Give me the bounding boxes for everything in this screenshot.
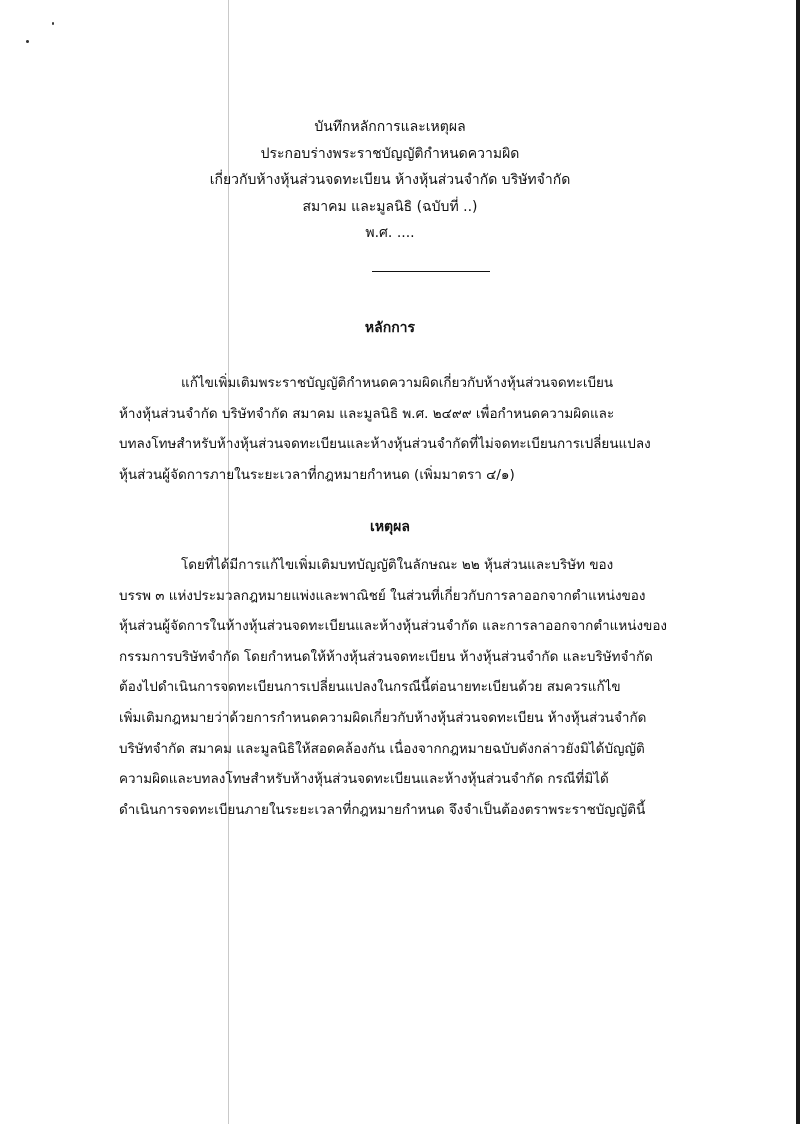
- document-title: [120, 114, 660, 247]
- title-line: เกี่ยวกับห้างหุ้นส่วนจดทะเบียน ห้างหุ้นส่วนจำกัด บริษัทจำกัด: [209, 172, 571, 188]
- principle-paragraph: [119, 368, 679, 490]
- paragraph-line: ความผิดและบทลงโทษสำหรับห้างหุ้นส่วนจดทะเบียนและห้างหุ้นส่วนจำกัด กรณีที่มิได้: [119, 771, 609, 788]
- title-line: พ.ศ. ....: [365, 225, 415, 241]
- paragraph-line: กรรมการบริษัทจำกัด โดยกำหนดให้ห้างหุ้นส่วนจดทะเบียน ห้างหุ้นส่วนจำกัด และบริษัทจำกัด: [119, 648, 653, 665]
- scan-speck: [52, 22, 54, 25]
- paragraph-line: บรรพ ๓ แห่งประมวลกฎหมายแพ่งและพาณิชย์ ในส่วนที่เกี่ยวกับการลาออกจากตำแหน่งของ: [119, 587, 646, 604]
- title-line: ประกอบร่างพระราชบัญญัติกำหนดความผิด: [260, 145, 520, 162]
- title-line: บันทึกหลักการและเหตุผล: [314, 119, 466, 135]
- paragraph-line: หุ้นส่วนผู้จัดการในห้างหุ้นส่วนจดทะเบียนและห้างหุ้นส่วนจำกัด และการลาออกจากตำแหน่งของ: [119, 618, 668, 635]
- paragraph-line: ต้องไปดำเนินการจดทะเบียนการเปลี่ยนแปลงในกรณีนี้ต่อนายทะเบียนด้วย สมควรแก้ไข: [119, 679, 621, 696]
- paragraph-line: ดำเนินการจดทะเบียนภายในระยะเวลาที่กฎหมายกำหนด จึงจำเป็นต้องตราพระราชบัญญัตินี้: [119, 801, 646, 818]
- reason-paragraph: [119, 550, 679, 825]
- paragraph-line: หุ้นส่วนผู้จัดการภายในระยะเวลาที่กฎหมายกำหนด (เพิ่มมาตรา ๔/๑): [119, 466, 515, 483]
- scan-speck: [26, 40, 29, 43]
- paragraph-line: บทลงโทษสำหรับห้างหุ้นส่วนจดทะเบียนและห้างหุ้นส่วนจำกัดที่ไม่จดทะเบียนการเปลี่ยนแปลง: [119, 436, 651, 453]
- paragraph-line: แก้ไขเพิ่มเติมพระราชบัญญัติกำหนดความผิดเกี่ยวกับห้างหุ้นส่วนจดทะเบียน: [181, 375, 614, 391]
- principle-heading: หลักการ: [364, 320, 416, 336]
- paragraph-line: บริษัทจำกัด สมาคม และมูลนิธิให้สอดคล้องกัน เนื่องจากกฎหมายฉบับดังกล่าวยังมิได้บัญญัติ: [119, 740, 645, 757]
- reason-heading: เหตุผล: [370, 519, 410, 535]
- paragraph-line: เพิ่มเติมกฎหมายว่าด้วยการกำหนดความผิดเกี่ยวกับห้างหุ้นส่วนจดทะเบียน ห้างหุ้นส่วนจำกัด: [119, 709, 647, 726]
- title-divider: [372, 271, 490, 272]
- scan-edge: [796, 0, 800, 1124]
- paragraph-line: ห้างหุ้นส่วนจำกัด บริษัทจำกัด สมาคม และมูลนิธิ พ.ศ. ๒๔๙๙ เพื่อกำหนดความผิดและ: [119, 405, 615, 422]
- paragraph-line: โดยที่ได้มีการแก้ไขเพิ่มเติมบทบัญญัติในลักษณะ ๒๒ หุ้นส่วนและบริษัท ของ: [181, 557, 614, 573]
- title-line: สมาคม และมูลนิธิ (ฉบับที่ ..): [302, 198, 478, 215]
